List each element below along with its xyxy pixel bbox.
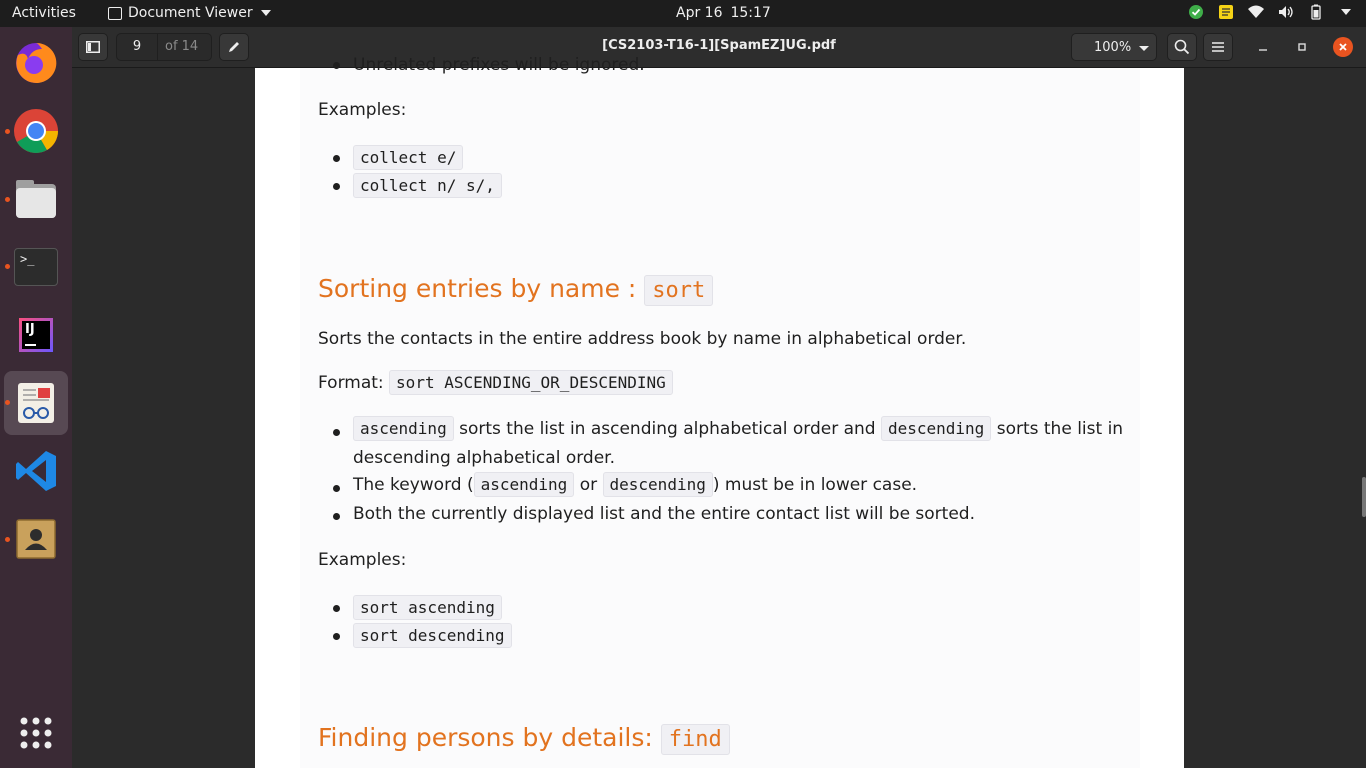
sort-description: Sorts the contacts in the entire address book by name in alphabetical order. (318, 329, 967, 349)
document-title: [CS2103-T16-1][SpamEZ]UG.pdf (602, 38, 836, 53)
example-code: collect e/ (353, 145, 463, 170)
page-number-field[interactable] (116, 33, 212, 61)
files-launcher[interactable] (4, 167, 68, 231)
bullet-sorted-lists: Both the currently displayed list and the entire contact list will be sorted. (353, 504, 975, 524)
bullet (333, 429, 340, 436)
minimize-icon (1258, 42, 1268, 52)
cut-bullet-text: Unrelated prefixes will be ignored. (353, 55, 645, 75)
close-button[interactable] (1333, 37, 1353, 57)
format-line (318, 373, 673, 393)
terminal-icon: >_ (14, 248, 58, 286)
pdf-page (255, 55, 1184, 768)
show-applications-button[interactable] (4, 701, 68, 765)
chevron-down-icon (261, 10, 271, 16)
pencil-icon (227, 40, 241, 54)
document-viewer-app-icon (108, 7, 122, 20)
header-bar (72, 27, 1366, 68)
wifi-icon[interactable] (1248, 4, 1264, 20)
clock[interactable] (676, 5, 771, 21)
restore-icon (1297, 42, 1307, 52)
running-indicator (5, 129, 10, 134)
close-icon (1338, 42, 1348, 52)
minimize-button[interactable] (1253, 37, 1273, 57)
system-tray (1188, 4, 1354, 20)
intellij-icon (19, 318, 53, 352)
bullet (333, 183, 340, 190)
heading-text: Sorting entries by name : (318, 274, 645, 303)
bullet (333, 513, 340, 520)
bullet-text: sorts the list in ascending alphabetical order and (453, 419, 881, 439)
inline-code: ascending (353, 416, 454, 441)
firefox-icon (12, 39, 60, 87)
bullet-text: sorts the list in (991, 419, 1124, 439)
inline-code: descending (603, 472, 713, 497)
running-indicator (5, 400, 10, 405)
sidebar-icon (86, 41, 100, 53)
search-icon (1174, 39, 1190, 55)
bullet-text: The keyword ( (353, 475, 474, 495)
page-entry-divider (157, 34, 158, 60)
show-applications-icon (19, 716, 53, 750)
activities-button[interactable]: Activities (12, 5, 76, 21)
battery-icon[interactable] (1308, 4, 1324, 20)
bullet (333, 155, 340, 162)
time-label: 15:17 (730, 5, 771, 21)
bullet-text-line2: descending alphabetical order. (353, 448, 615, 468)
section-heading-find (318, 723, 730, 752)
running-indicator (5, 197, 10, 202)
bullet (333, 633, 340, 640)
page-content (300, 55, 1140, 768)
scrollbar-indicator[interactable] (1362, 477, 1366, 517)
section-heading-sort (318, 274, 713, 303)
annotate-button[interactable] (219, 33, 249, 61)
dock (0, 27, 72, 768)
sidebar-toggle-button[interactable] (78, 33, 108, 61)
notes-indicator-icon[interactable] (1218, 4, 1234, 20)
app-menu[interactable] (108, 5, 271, 21)
zoom-value: 100% (1094, 40, 1132, 55)
system-menu-chevron-down-icon[interactable] (1338, 4, 1354, 20)
chevron-down-icon (1139, 46, 1149, 51)
bullet (333, 62, 340, 69)
bullet-text: or (574, 475, 603, 495)
chrome-launcher[interactable] (4, 99, 68, 163)
firefox-launcher[interactable] (4, 31, 68, 95)
document-viewer-launcher[interactable] (4, 371, 68, 435)
search-button[interactable] (1167, 33, 1197, 61)
running-indicator (5, 537, 10, 542)
bullet (333, 485, 340, 492)
inline-code: ascending (474, 472, 575, 497)
example-code: sort ascending (353, 595, 502, 620)
page-number-input[interactable]: 9 (132, 39, 142, 54)
heading-code: sort (644, 275, 713, 306)
examples-label: Examples: (318, 550, 407, 570)
vscode-icon (14, 449, 58, 493)
files-icon (14, 178, 58, 220)
bullet-text: ) must be in lower case. (712, 475, 918, 495)
bullet-keyword-case (353, 475, 917, 495)
volume-icon[interactable] (1278, 4, 1294, 20)
chrome-icon (13, 108, 59, 154)
main-menu-button[interactable] (1203, 33, 1233, 61)
document-viewer-icon (16, 381, 56, 425)
examples-label: Examples: (318, 100, 407, 120)
intellij-launcher[interactable] (4, 303, 68, 367)
heading-code: find (661, 724, 730, 755)
top-bar (0, 0, 1366, 27)
example-code: sort descending (353, 623, 512, 648)
contacts-app-icon (16, 519, 56, 559)
format-label: Format: (318, 373, 390, 393)
date-label: Apr 16 (676, 5, 723, 21)
running-indicator (5, 264, 10, 269)
check-shield-icon[interactable] (1188, 4, 1204, 20)
bullet (333, 605, 340, 612)
terminal-launcher[interactable] (4, 235, 68, 299)
maximize-button[interactable] (1292, 37, 1312, 57)
format-code: sort ASCENDING_OR_DESCENDING (389, 370, 673, 395)
contacts-launcher[interactable] (4, 507, 68, 571)
app-menu-label: Document Viewer (128, 5, 253, 21)
page-total-label: of 14 (165, 39, 199, 54)
heading-text: Finding persons by details: (318, 723, 661, 752)
example-code: collect n/ s/, (353, 173, 502, 198)
vscode-launcher[interactable] (4, 439, 68, 503)
hamburger-menu-icon (1211, 41, 1225, 53)
bullet-ascending-descending (353, 419, 1123, 439)
intellij-label: IJ (25, 322, 35, 337)
zoom-selector[interactable] (1071, 33, 1157, 61)
document-view[interactable] (72, 55, 1366, 768)
inline-code: descending (881, 416, 991, 441)
